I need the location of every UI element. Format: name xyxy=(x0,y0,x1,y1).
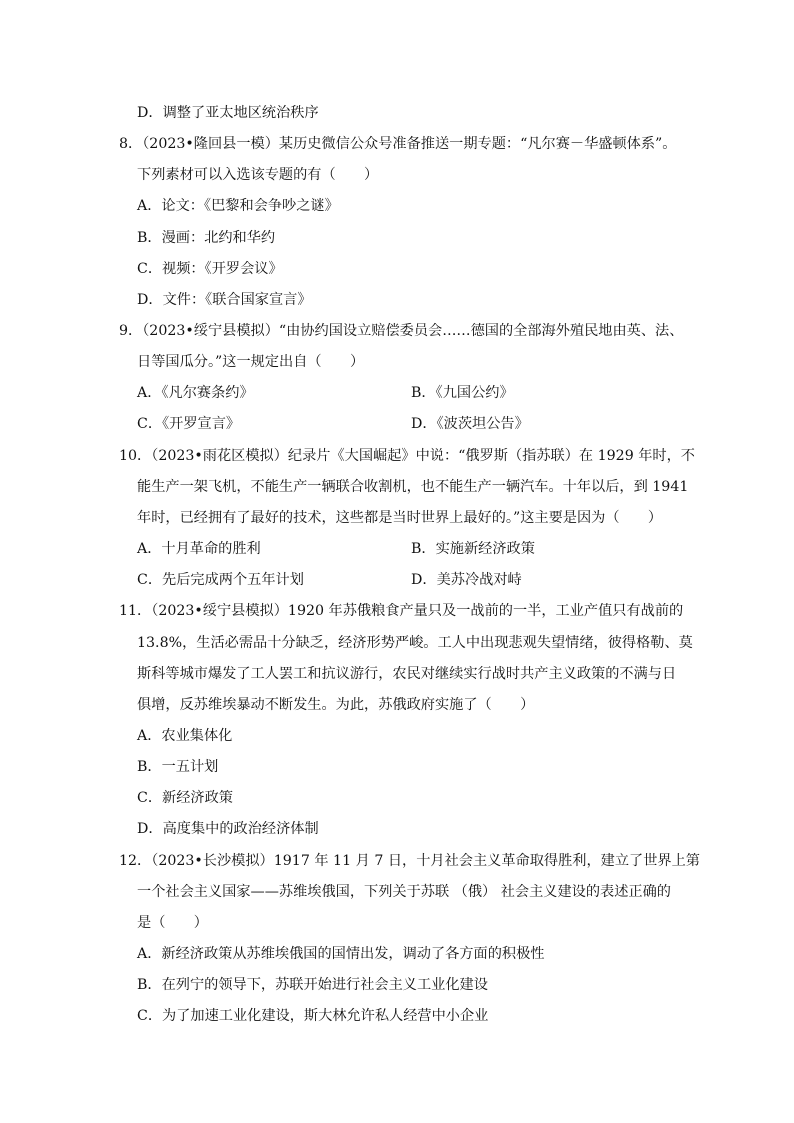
q9-option-b: B．《九国公约》 xyxy=(411,385,514,401)
q12-stem-line3: 是（ ） xyxy=(137,915,208,931)
q8-option-b: B．漫画：北约和华约 xyxy=(137,230,276,246)
q8-option-d: D．文件：《联合国家宣言》 xyxy=(137,292,312,308)
q11-option-a: A．农业集体化 xyxy=(137,728,233,744)
q9-option-d: D．《波茨坦公告》 xyxy=(411,416,529,432)
q12-option-b: B．在列宁的领导下，苏联开始进行社会主义工业化建设 xyxy=(137,977,488,993)
q10-option-b: B．实施新经济政策 xyxy=(411,541,535,557)
q10-option-c: C．先后完成两个五年计划 xyxy=(137,572,304,588)
q11-option-b: B．一五计划 xyxy=(137,759,219,775)
q10-option-d: D．美苏冷战对峙 xyxy=(411,572,522,588)
q8-stem-line1: 8．（2023•隆回县一模）某历史微信公众号准备推送一期专题：“凡尔赛－华盛顿体系”。 xyxy=(119,136,677,152)
q9-stem-line2: 日等国瓜分。”这一规定出自（ ） xyxy=(137,354,365,370)
q10-stem-line2: 能生产一架飞机，不能生产一辆联合收割机，也不能生产一辆汽车。十年以后，到 1941 xyxy=(137,479,689,495)
q12-stem-line1: 12．（2023•长沙模拟）1917 年 11 月 7 日，十月社会主义革命取得胜利，建立了世界上第 xyxy=(119,853,700,869)
q7-option-d: D．调整了亚太地区统治秩序 xyxy=(137,105,319,121)
q9-stem-line1: 9．（2023•绥宁县模拟）“由协约国设立赔偿委员会……德国的全部海外殖民地由英、法、 xyxy=(119,323,684,339)
q10-option-a: A．十月革命的胜利 xyxy=(137,541,261,557)
q11-option-d: D．高度集中的政治经济体制 xyxy=(137,821,319,837)
q8-option-c: C．视频：《开罗会议》 xyxy=(137,261,283,277)
q11-stem-line4: 俱增，反苏维埃暴动不断发生。为此，苏俄政府实施了（ ） xyxy=(137,697,535,713)
q8-option-a: A．论文：《巴黎和会争吵之谜》 xyxy=(137,198,339,214)
q11-stem-line2: 13.8%，生活必需品十分缺乏，经济形势严峻。工人中出现悲观失望情绪，彼得格勒、莫 xyxy=(137,635,693,651)
q11-stem-line1: 11．（2023•绥宁县模拟）1920 年苏俄粮食产量只及一战前的一半，工业产值只有战前的 xyxy=(119,603,684,619)
q12-option-c: C．为了加速工业化建设，斯大林允许私人经营中小企业 xyxy=(137,1008,489,1024)
q11-stem-line3: 斯科等城市爆发了工人罢工和抗议游行，农民对继续实行战时共产主义政策的不满与日 xyxy=(137,666,677,682)
q12-stem-line2: 一个社会主义国家——苏维埃俄国，下列关于苏联 （俄） 社会主义建设的表述正确的 xyxy=(137,884,671,900)
q12-option-a: A．新经济政策从苏维埃俄国的国情出发，调动了各方面的积极性 xyxy=(137,946,545,962)
q9-option-c: C．《开罗宣言》 xyxy=(137,416,241,432)
q10-stem-line1: 10．（2023•雨花区模拟）纪录片《大国崛起》中说：“俄罗斯（指苏联）在 1929 年时，不 xyxy=(119,448,695,464)
q8-stem-line2: 下列素材可以入选该专题的有（ ） xyxy=(137,167,379,183)
q9-option-a: A．《凡尔赛条约》 xyxy=(137,385,254,401)
q10-stem-line3: 年时，已经拥有了最好的技术，这些都是当时世界上最好的。”这主要是因为（ ） xyxy=(137,510,663,526)
q11-option-c: C．新经济政策 xyxy=(137,790,233,806)
